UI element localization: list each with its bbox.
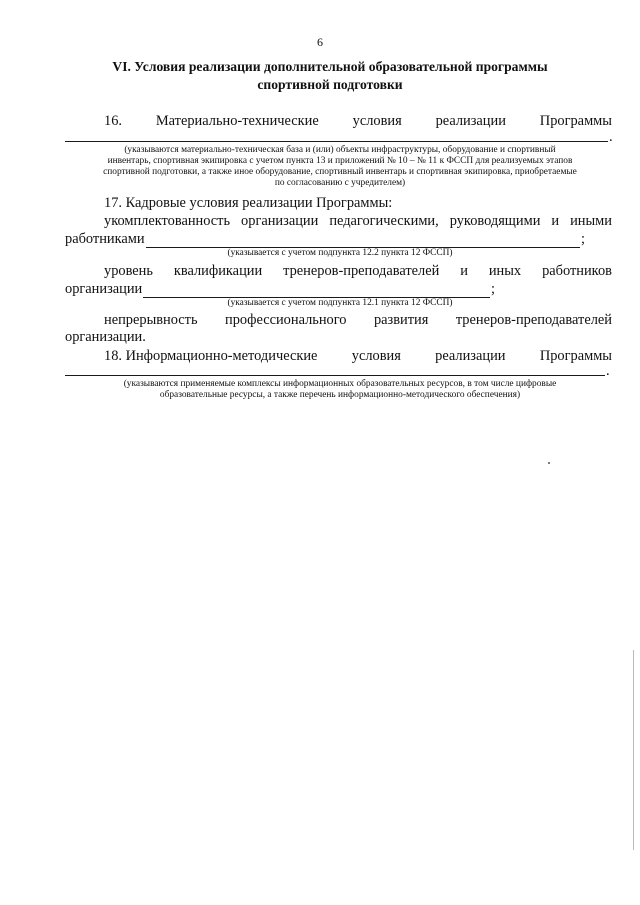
item-16-word: Программы xyxy=(539,113,612,129)
item-18-word: реализации xyxy=(435,348,506,364)
staffing-word: укомплектованность xyxy=(104,213,231,229)
item-17-heading: 17. Кадровые условия реализации Программы: xyxy=(104,195,393,211)
continuity-word: развития xyxy=(373,312,429,328)
qualification-fill-line xyxy=(143,284,490,298)
item-18-word: условия xyxy=(351,348,401,364)
item-16-note-line: по согласованию с учредителем) xyxy=(274,178,406,188)
staffing-line-1 xyxy=(104,212,612,230)
item-18-heading: 18. Информационно-методические xyxy=(104,348,318,364)
item-18-line xyxy=(104,347,612,365)
staffing-fill-line xyxy=(146,234,580,248)
qualification-line-1 xyxy=(104,262,612,280)
item-16-note-line: инвентарь, спортивная экипировка с учетом пункта 13 и приложений № 10 – № 11 к ФССП для реализуемых этапов xyxy=(107,156,573,166)
qualification-end: ; xyxy=(491,281,495,297)
item-18-note-line: (указываются применяемые комплексы информационных образовательных ресурсов, в том числе цифровые xyxy=(123,379,557,389)
qualification-word: иных xyxy=(488,263,522,279)
qualification-word: квалификации xyxy=(173,263,263,279)
item-16-number: 16. xyxy=(104,113,122,129)
item-18-note-line: образовательные ресурсы, а также перечень информационно-методического обеспечения) xyxy=(159,390,521,400)
section-title-line-2: спортивной подготовки xyxy=(257,77,403,92)
item-16-fill-line xyxy=(65,141,608,142)
qualification-word: работников xyxy=(542,263,612,279)
item-18-note xyxy=(60,379,620,401)
staffing-note: (указывается с учетом подпункта 12.2 пункта 12 ФССП) xyxy=(227,248,453,258)
qualification-word: уровень xyxy=(104,263,153,279)
qualification-word: и xyxy=(460,263,468,279)
continuity-word: непрерывность xyxy=(104,312,198,328)
qualification-note: (указывается с учетом подпункта 12.1 пункта 12 ФССП) xyxy=(227,298,453,308)
item-18-word: Программы xyxy=(539,348,612,364)
item-18-fill-line xyxy=(65,375,605,376)
item-16-word: условия xyxy=(352,113,402,129)
staffing-line-2 xyxy=(65,230,585,248)
item-16-note-line: (указываются материально-техническая база и (или) объекты инфраструктуры, оборудование и спортивный xyxy=(124,145,556,155)
section-title xyxy=(40,58,620,94)
staffing-word: и xyxy=(551,213,560,229)
scan-speck xyxy=(548,462,550,464)
qualification-line-2 xyxy=(65,280,495,298)
continuity-word: тренеров-преподавателей xyxy=(455,312,612,328)
item-16-end-punct: . xyxy=(609,129,613,145)
item-18-end-punct: . xyxy=(606,363,610,379)
page-number: 6 xyxy=(317,35,323,49)
scan-edge-shadow xyxy=(633,650,634,850)
item-16-note-line: спортивной подготовки, а также иное оборудование, спортивный инвентарь и спортивная экипировка, приобретаемые xyxy=(103,167,577,177)
qualification-label: организации xyxy=(65,281,143,297)
continuity-line-2: организации. xyxy=(65,329,146,345)
staffing-word: руководящими xyxy=(449,213,541,229)
continuity-word: профессионального xyxy=(225,312,347,328)
section-title-line-1: VI. Условия реализации дополнительной образовательной программы xyxy=(112,59,548,74)
staffing-word: организации xyxy=(241,213,319,229)
item-16-line xyxy=(104,112,612,130)
staffing-label: работниками xyxy=(65,231,145,247)
item-16-word: реализации xyxy=(435,113,506,129)
qualification-word: тренеров-преподавателей xyxy=(283,263,440,279)
staffing-word: педагогическими, xyxy=(329,213,439,229)
item-16-word: Материально-технические xyxy=(155,113,319,129)
staffing-word: иными xyxy=(570,213,612,229)
continuity-line-1 xyxy=(104,311,612,329)
item-16-note xyxy=(60,145,620,189)
staffing-end: ; xyxy=(581,231,585,247)
